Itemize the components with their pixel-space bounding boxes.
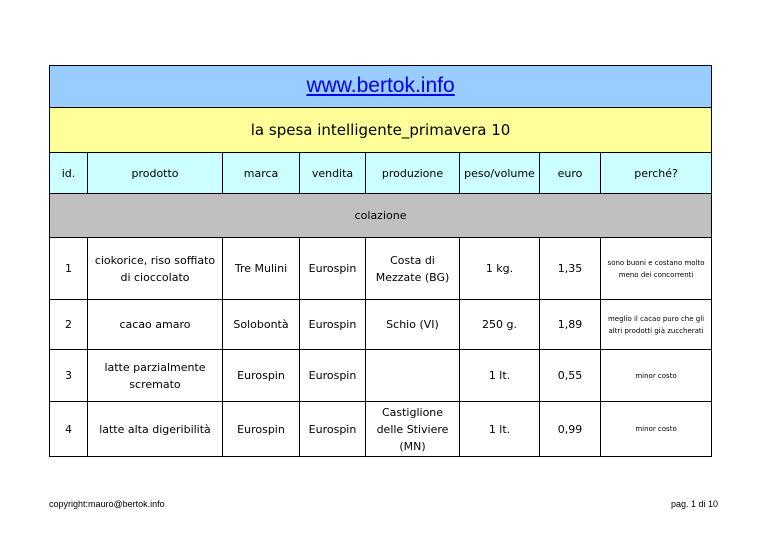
cell-produzione: Castiglione delle Stiviere (MN) — [366, 402, 460, 457]
footer-page-number: pag. 1 di 10 — [670, 499, 718, 509]
cell-perche: minor costo — [601, 402, 712, 457]
section-label: colazione — [50, 194, 712, 238]
table-row — [50, 402, 712, 457]
cell-euro: 0,99 — [540, 402, 601, 457]
cell-perche: minor costo — [601, 350, 712, 402]
table-row — [50, 350, 712, 402]
cell-produzione — [366, 350, 460, 402]
site-link[interactable]: www.bertok.info — [306, 73, 455, 97]
cell-vendita: Eurospin — [300, 402, 366, 457]
cell-prodotto: latte parzialmente scremato — [88, 350, 223, 402]
cell-produzione: Schio (VI) — [366, 300, 460, 350]
price-table — [49, 65, 712, 457]
cell-marca: Tre Mulini — [223, 238, 300, 300]
cell-euro: 1,89 — [540, 300, 601, 350]
cell-id: 3 — [50, 350, 88, 402]
cell-euro: 1,35 — [540, 238, 601, 300]
table-row — [50, 238, 712, 300]
site-row — [50, 66, 712, 108]
cell-vendita: Eurospin — [300, 350, 366, 402]
cell-perche: meglio il cacao puro che gli altri prodotti già zuccherati — [601, 300, 712, 350]
site-cell — [50, 66, 712, 108]
cell-prodotto: ciokorice, riso soffiato di cioccolato — [88, 238, 223, 300]
cell-peso: 1 lt. — [460, 350, 540, 402]
cell-vendita: Eurospin — [300, 300, 366, 350]
cell-id: 2 — [50, 300, 88, 350]
header-marca: marca — [223, 153, 300, 194]
cell-id: 4 — [50, 402, 88, 457]
cell-peso: 1 kg. — [460, 238, 540, 300]
cell-vendita: Eurospin — [300, 238, 366, 300]
header-perche: perché? — [601, 153, 712, 194]
sheet-title: la spesa intelligente_primavera 10 — [50, 108, 712, 153]
cell-peso: 1 lt. — [460, 402, 540, 457]
cell-marca: Eurospin — [223, 402, 300, 457]
cell-produzione: Costa di Mezzate (BG) — [366, 238, 460, 300]
table-row — [50, 300, 712, 350]
header-peso: peso/volume — [460, 153, 540, 194]
header-id: id. — [50, 153, 88, 194]
header-produzione: produzione — [366, 153, 460, 194]
cell-prodotto: latte alta digeribilità — [88, 402, 223, 457]
cell-marca: Solobontà — [223, 300, 300, 350]
footer-copyright: copyright:mauro@bertok.info — [49, 499, 165, 509]
header-prodotto: prodotto — [88, 153, 223, 194]
cell-perche: sono buoni e costano molto meno dei concorrenti — [601, 238, 712, 300]
cell-euro: 0,55 — [540, 350, 601, 402]
section-row — [50, 194, 712, 238]
cell-prodotto: cacao amaro — [88, 300, 223, 350]
header-vendita: vendita — [300, 153, 366, 194]
cell-peso: 250 g. — [460, 300, 540, 350]
header-row — [50, 153, 712, 194]
cell-id: 1 — [50, 238, 88, 300]
header-euro: euro — [540, 153, 601, 194]
title-row — [50, 108, 712, 153]
cell-marca: Eurospin — [223, 350, 300, 402]
